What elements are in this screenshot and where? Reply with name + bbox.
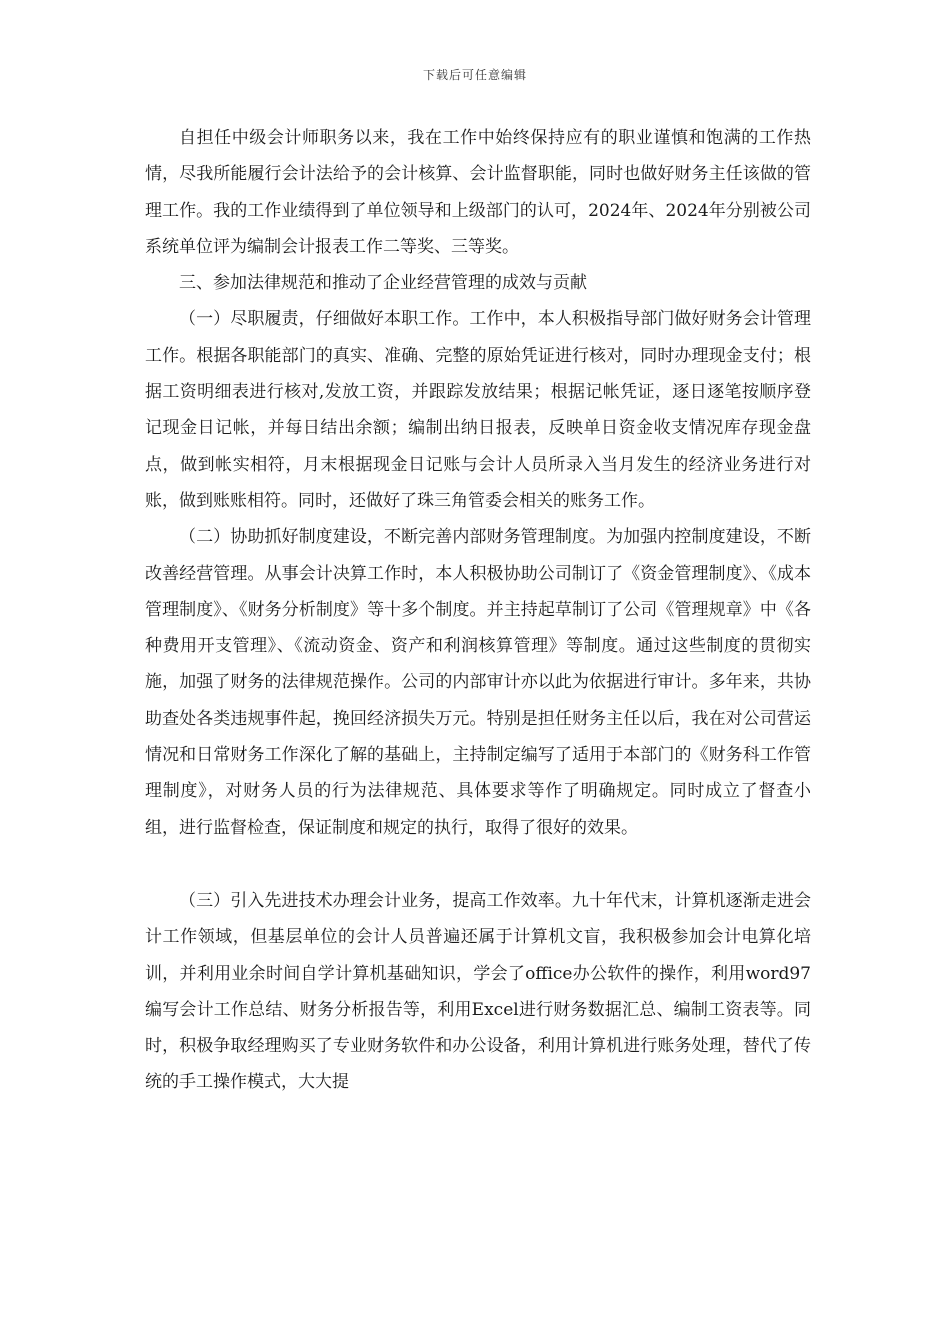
page-header: 下载后可任意编辑 [422, 68, 527, 82]
section-heading: 三、参加法律规范和推动了企业经营管理的成效与贡献 [179, 273, 587, 294]
document-body [145, 120, 811, 1101]
paragraph-system-building: （二）协助抓好制度建设，不断完善内部财务管理制度。为加强内控制度建设，不断改善经营管理。从事会计决算工作时，本人积极协助公司制订了《资金管理制度》、《成本管理制度》、《财务分析制度》等十多个制度。并主持起草制订了公司《管理规章》中《各种费用开支管理》、《流动资金、资产和利润核算管理》等制度。通过这些制度的贯彻实施，加强了财务的法律规范操作。公司的内部审计亦以此为依据进行审计。多年来，共协助查处各类违规事件起，挽回经济损失万元。特别是担任财务主任以后，我在对公司营运情况和日常财务工作深化了解的基础上，主持制定编写了适用于本部门的《财务科工作管理制度》，对财务人员的行为法律规范、具体要求等作了明确规定。同时成立了督查小组，进行监督检查，保证制度和规定的执行，取得了很好的效果。 [145, 527, 811, 838]
paragraph-intro: 自担任中级会计师职务以来，我在工作中始终保持应有的职业谨慎和饱满的工作热情，尽我所能履行会计法给予的会计核算、会计监督职能，同时也做好财务主任该做的管理工作。我的工作业绩得到了单位领导和上级部门的认可，2024年、2024年分别被公司系统单位评为编制会计报表工作二等奖、三等奖。 [145, 128, 811, 257]
paragraph-spacer [145, 846, 811, 883]
paragraph-duty: （一）尽职履责，仔细做好本职工作。工作中，本人积极指导部门做好财务会计管理工作。根据各职能部门的真实、准确、完整的原始凭证进行核对，同时办理现金支付；根据工资明细表进行核对,发放工资，并跟踪发放结果；根据记帐凭证，逐日逐笔按顺序登记现金日记帐，并每日结出余额；编制出纳日报表，反映单日资金收支情况库存现金盘点，做到帐实相符，月末根据现金日记账与会计人员所录入当月发生的经济业务进行对账，做到账账相符。同时，还做好了珠三角管委会相关的账务工作。 [145, 309, 811, 511]
paragraph-technology: （三）引入先进技术办理会计业务，提高工作效率。九十年代末，计算机逐渐走进会计工作领域，但基层单位的会计人员普遍还属于计算机文盲，我积极参加会计电算化培训，并利用业余时间自学计算机基础知识，学会了office办公软件的操作，利用word97编写会计工作总结、财务分析报告等，利用Excel进行财务数据汇总、编制工资表等。同时，积极争取经理购买了专业财务软件和办公设备，利用计算机进行账务处理，替代了传统的手工操作模式，大大提 [145, 890, 811, 1093]
